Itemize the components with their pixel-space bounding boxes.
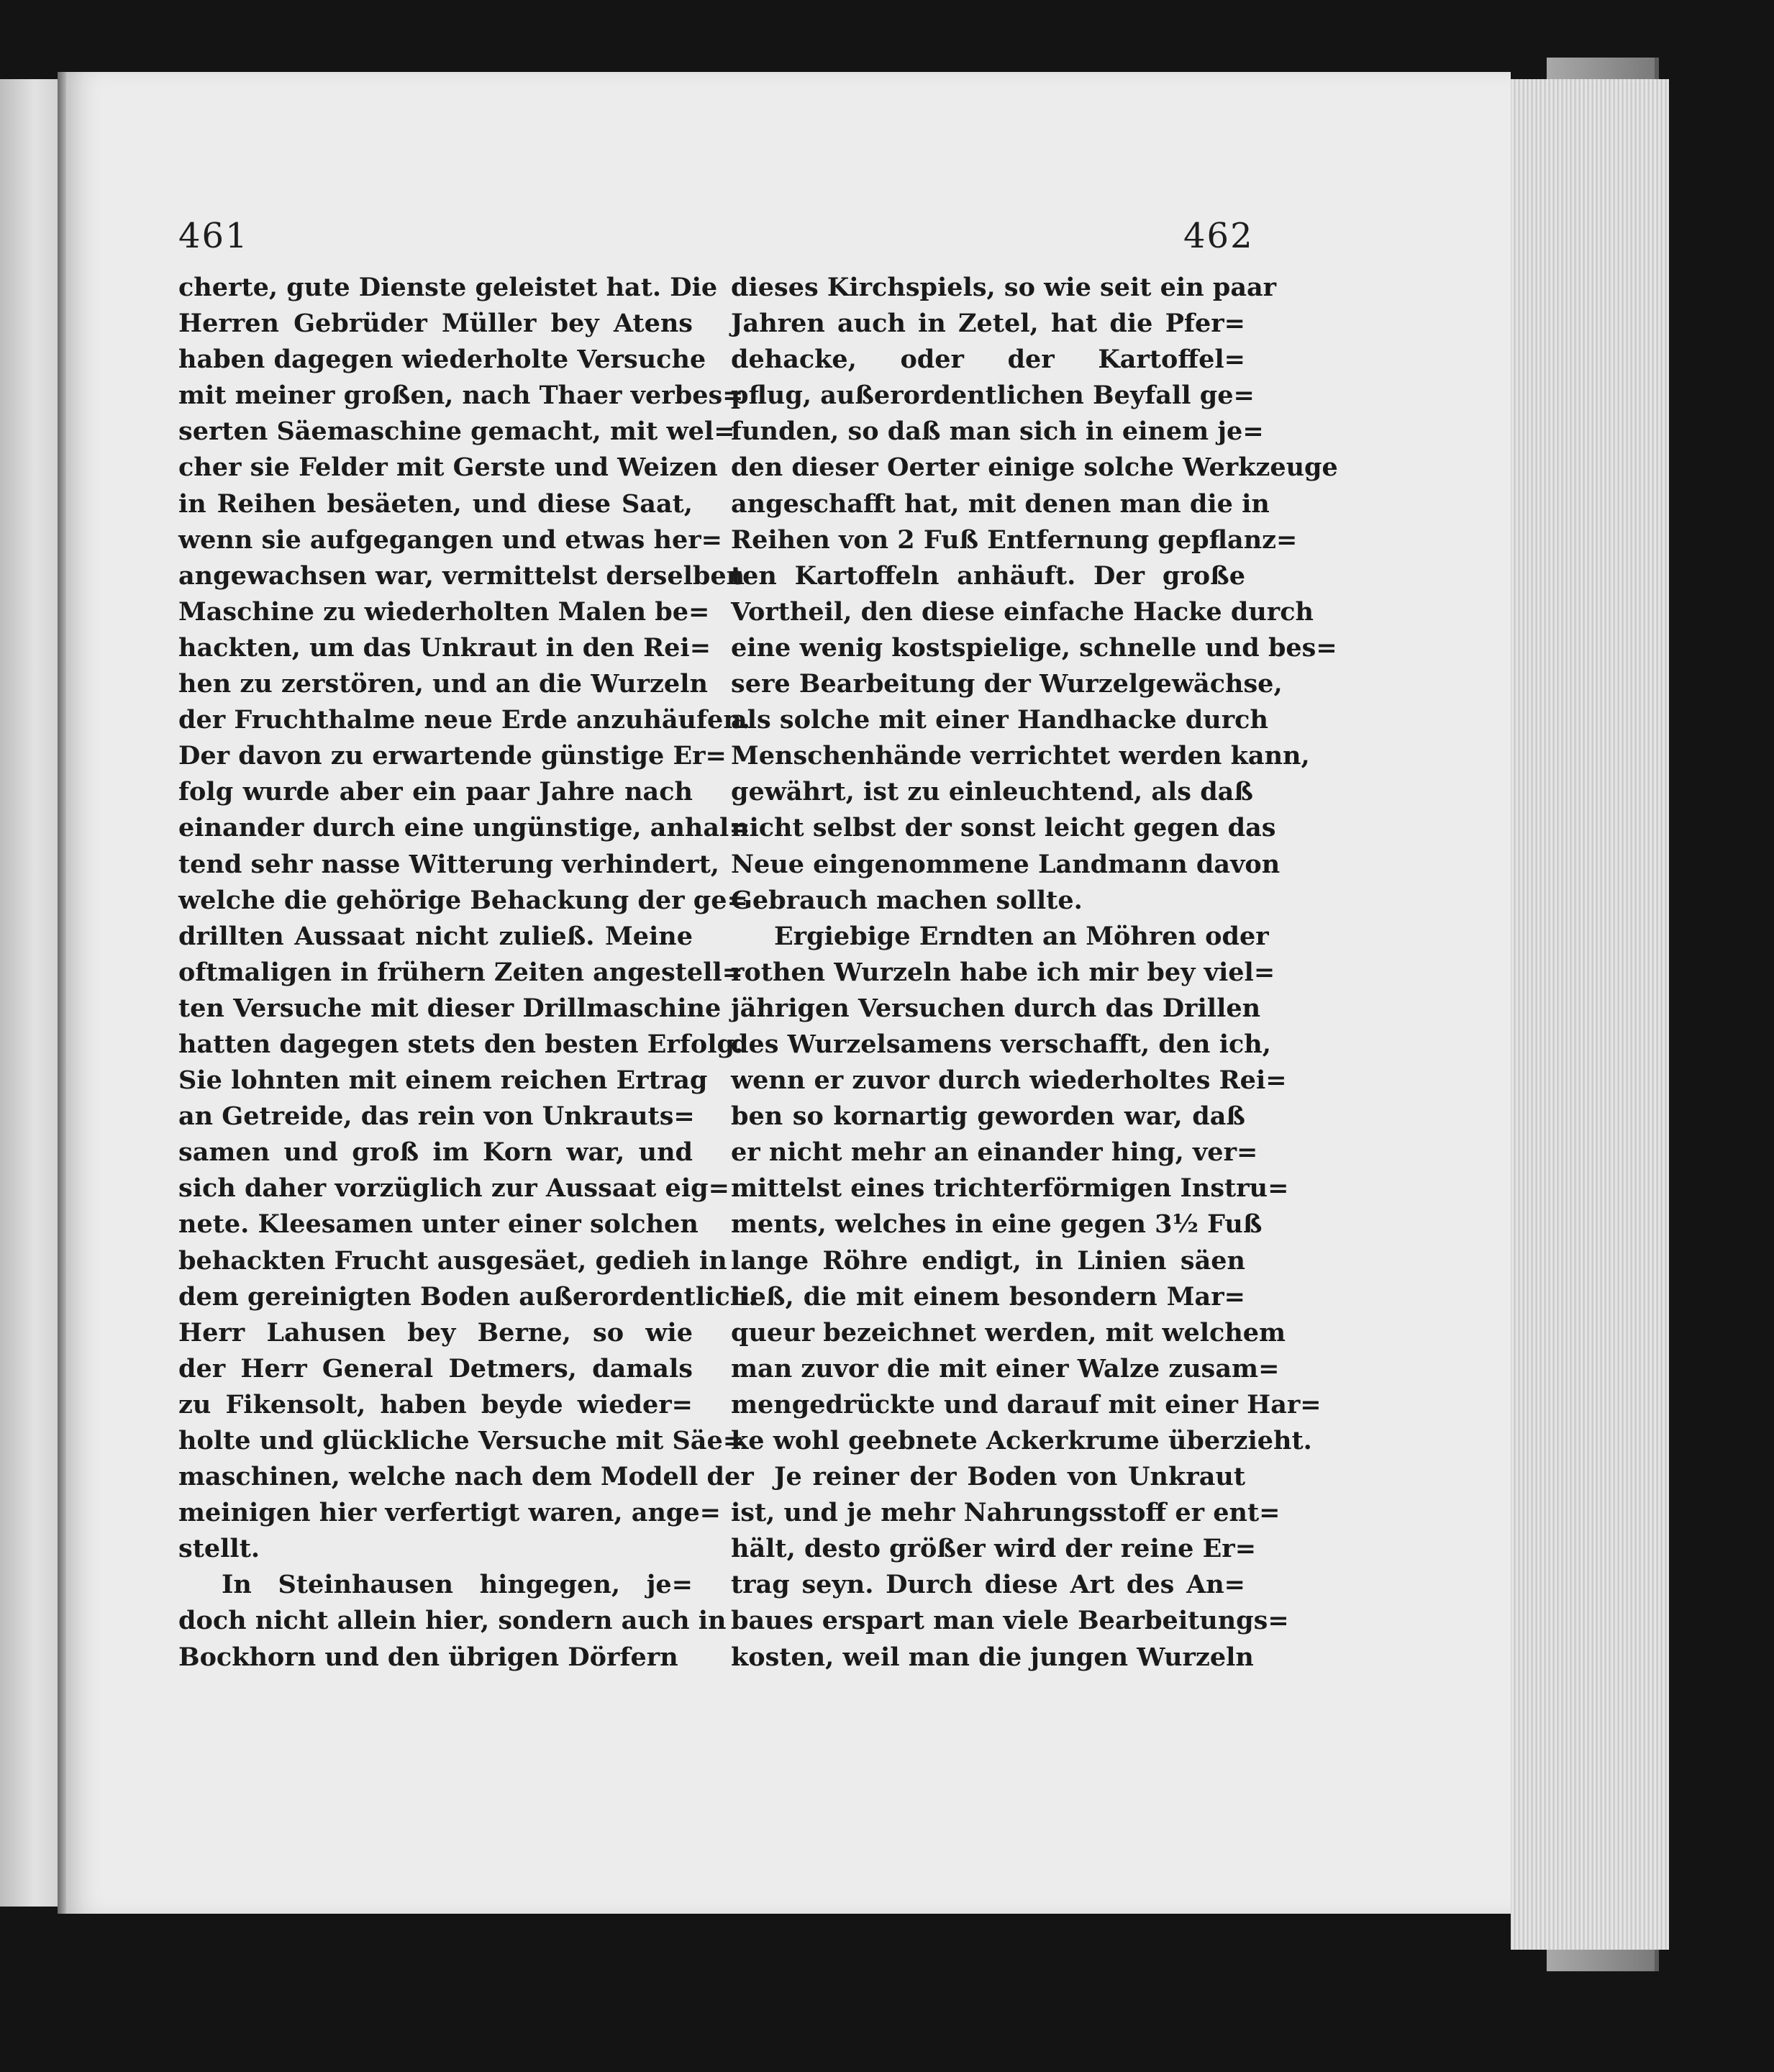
text-line: Menschenhände verrichtet werden kann, bbox=[731, 741, 1310, 771]
page-stack-edge bbox=[1511, 79, 1669, 1950]
text-line: gewährt, ist zu einleuchtend, als daß bbox=[731, 777, 1253, 807]
text-line: einander durch eine ungünstige, anhal= bbox=[178, 813, 750, 843]
text-line: Bockhorn und den übrigen Dörfern bbox=[178, 1642, 678, 1672]
text-line: den dieser Oerter einige solche Werkzeuge bbox=[731, 453, 1338, 483]
text-line: nicht selbst der sonst leicht gegen das bbox=[731, 813, 1276, 843]
text-line: hält, desto größer wird der reine Er= bbox=[731, 1534, 1257, 1564]
text-line: trag seyn. Durch diese Art des An= bbox=[731, 1570, 1245, 1600]
text-line: dehacke, oder der Kartoffel= bbox=[731, 345, 1245, 375]
text-line: Maschine zu wiederholten Malen be= bbox=[178, 596, 710, 627]
text-line: mengedrückte und darauf mit einer Har= bbox=[731, 1389, 1322, 1419]
left-page-edge bbox=[0, 79, 63, 1907]
text-line: sere Bearbeitung der Wurzelgewächse, bbox=[731, 669, 1283, 699]
text-line: welche die gehörige Behackung der ge= bbox=[178, 885, 748, 915]
text-line: oftmaligen in frühern Zeiten angestell= bbox=[178, 957, 744, 987]
text-line: folg wurde aber ein paar Jahre nach bbox=[178, 777, 693, 807]
text-line: angewachsen war, vermittelst derselben bbox=[178, 560, 745, 591]
text-line: serten Säemaschine gemacht, mit wel= bbox=[178, 417, 735, 447]
text-line: ke wohl geebnete Ackerkrume überzieht. bbox=[731, 1426, 1312, 1455]
text-line: drillten Aussaat nicht zuließ. Meine bbox=[178, 921, 693, 951]
text-line: ments, welches in eine gegen 3½ Fuß bbox=[731, 1209, 1263, 1240]
text-line: meinigen hier verfertigt waren, ange= bbox=[178, 1498, 721, 1528]
text-line: dieses Kirchspiels, so wie seit ein paar bbox=[731, 273, 1277, 302]
text-line: man zuvor die mit einer Walze zusam= bbox=[731, 1353, 1280, 1383]
text-line: lange Röhre endigt, in Linien säen bbox=[731, 1245, 1245, 1276]
right-text-column bbox=[731, 270, 1338, 1676]
text-line: doch nicht allein hier, sondern auch in bbox=[178, 1606, 727, 1636]
text-line: baues erspart man viele Bearbeitungs= bbox=[731, 1606, 1289, 1636]
text-line: Vortheil, den diese einfache Hacke durch bbox=[731, 596, 1314, 627]
text-line: dem gereinigten Boden außerordentlich. bbox=[178, 1281, 758, 1312]
text-line: queur bezeichnet werden, mit welchem bbox=[731, 1317, 1286, 1348]
text-line: er nicht mehr an einander hing, ver= bbox=[731, 1137, 1258, 1168]
text-line: kosten, weil man die jungen Wurzeln bbox=[731, 1642, 1254, 1672]
text-line: holte und glückliche Versuche mit Säe= bbox=[178, 1426, 745, 1455]
text-line: ben so kornartig geworden war, daß bbox=[731, 1101, 1245, 1132]
page-number-right: 462 bbox=[1183, 216, 1254, 256]
text-line: tend sehr nasse Witterung verhindert, bbox=[178, 849, 719, 879]
text-line: eine wenig kostspielige, schnelle und bes= bbox=[731, 632, 1337, 663]
text-line: an Getreide, das rein von Unkrauts= bbox=[178, 1101, 695, 1132]
book-gutter bbox=[58, 72, 66, 1914]
text-line: hackten, um das Unkraut in den Rei= bbox=[178, 632, 711, 663]
text-line: In Steinhausen hingegen, je= bbox=[222, 1570, 693, 1600]
text-line: ten Versuche mit dieser Drillmaschine bbox=[178, 993, 722, 1023]
text-line: cherte, gute Dienste geleistet hat. Die bbox=[178, 273, 718, 302]
text-line: hatten dagegen stets den besten Erfolg. bbox=[178, 1029, 744, 1059]
text-line: angeschafft hat, mit denen man die in bbox=[731, 489, 1270, 519]
text-line: Herren Gebrüder Müller bey Atens bbox=[178, 309, 693, 339]
text-line: Herr Lahusen bey Berne, so wie bbox=[178, 1317, 693, 1348]
text-line: ließ, die mit einem besondern Mar= bbox=[731, 1281, 1245, 1312]
text-line: Sie lohnten mit einem reichen Ertrag bbox=[178, 1065, 708, 1096]
text-line: nete. Kleesamen unter einer solchen bbox=[178, 1209, 699, 1240]
text-line: der Herr General Detmers, damals bbox=[178, 1353, 693, 1383]
text-line: ist, und je mehr Nahrungsstoff er ent= bbox=[731, 1498, 1281, 1528]
text-line: Je reiner der Boden von Unkraut bbox=[774, 1462, 1245, 1492]
text-line: samen und groß im Korn war, und bbox=[178, 1137, 693, 1168]
text-line: stellt. bbox=[178, 1534, 260, 1564]
text-line: zu Fikensolt, haben beyde wieder= bbox=[178, 1389, 693, 1419]
text-line: Reihen von 2 Fuß Entfernung gepflanz= bbox=[731, 524, 1298, 555]
text-line: pflug, außerordentlichen Beyfall ge= bbox=[731, 381, 1255, 411]
text-line: cher sie Felder mit Gerste und Weizen bbox=[178, 453, 718, 483]
text-line: Neue eingenommene Landmann davon bbox=[731, 849, 1281, 879]
text-line: Ergiebige Erndten an Möhren oder bbox=[774, 921, 1269, 951]
page-number-left: 461 bbox=[178, 216, 249, 256]
text-line: in Reihen besäeten, und diese Saat, bbox=[178, 489, 693, 519]
text-line: Der davon zu erwartende günstige Er= bbox=[178, 741, 727, 771]
text-line: maschinen, welche nach dem Modell der bbox=[178, 1462, 754, 1492]
text-line: der Fruchthalme neue Erde anzuhäufen. bbox=[178, 705, 750, 735]
text-line: mit meiner großen, nach Thaer verbes= bbox=[178, 381, 744, 411]
text-line: hen zu zerstören, und an die Wurzeln bbox=[178, 669, 708, 699]
text-line: haben dagegen wiederholte Versuche bbox=[178, 345, 706, 375]
text-line: funden, so daß man sich in einem je= bbox=[731, 417, 1264, 447]
text-line: des Wurzelsamens verschafft, den ich, bbox=[731, 1029, 1271, 1059]
text-line: wenn er zuvor durch wiederholtes Rei= bbox=[731, 1065, 1287, 1096]
text-line: behackten Frucht ausgesäet, gedieh in bbox=[178, 1245, 727, 1276]
text-line: jährigen Versuchen durch das Drillen bbox=[731, 993, 1261, 1023]
text-line: rothen Wurzeln habe ich mir bey viel= bbox=[731, 957, 1275, 987]
text-line: ten Kartoffeln anhäuft. Der große bbox=[731, 560, 1245, 591]
text-line: Gebrauch machen sollte. bbox=[731, 885, 1083, 915]
text-line: sich daher vorzüglich zur Aussaat eig= bbox=[178, 1173, 729, 1204]
text-line: mittelst eines trichterförmigen Instru= bbox=[731, 1173, 1289, 1204]
left-text-column bbox=[178, 270, 758, 1676]
text-line: wenn sie aufgegangen und etwas her= bbox=[178, 524, 722, 555]
text-line: als solche mit einer Handhacke durch bbox=[731, 705, 1268, 735]
text-line: Jahren auch in Zetel, hat die Pfer= bbox=[731, 309, 1245, 339]
